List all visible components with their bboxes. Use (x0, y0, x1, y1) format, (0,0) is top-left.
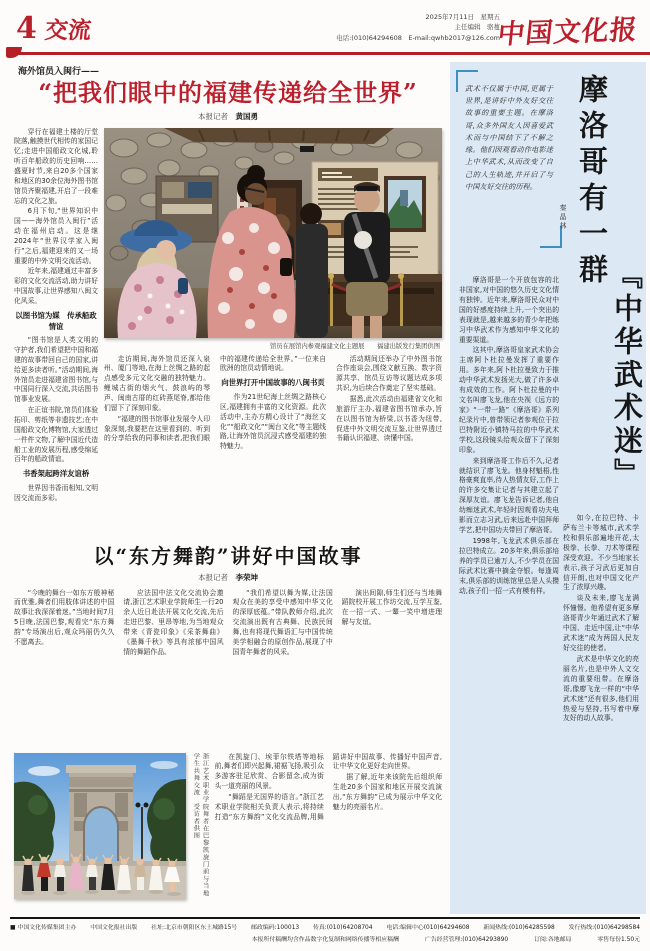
museum-photo-art (104, 128, 442, 338)
footer-item: ■ 中国文化传媒集团主办 (10, 925, 77, 931)
masthead-rule (10, 52, 650, 55)
article-fujian-left-column (14, 128, 98, 530)
paragraph: 应法国中法文化交流协会邀请,浙江艺术职业学院师生一行20余人近日赴法开展文化交流,先后走进巴黎、里昂等地,为当地观众带来《青瓷印象》《采茶舞曲》《墨舞千秋》等具有浓郁中国风情的舞蹈作品。 (123, 588, 224, 656)
paragraph: 来到摩洛哥工作后不久,记者就结识了廖飞龙。他身材魁梧,性格豪爽直率,待人热情友好,工作上的许多交集让记者与其建立起了深厚友谊。廖飞龙告诉记者,他自幼痴迷武术,年轻时因观看功夫电影而立志习武,后来远赴中国拜师学艺,把中国功夫带回了摩洛哥。 (459, 456, 559, 535)
paragraph: 6月下旬,“世界知识中国——海外馆员入闽行”活动在福州启动。这是继2024年“世界汉学家入闽行”之后,福建迎来的又一场重要的中外文明交流活动。 (14, 207, 98, 265)
paragraph: 走访期间,海外馆员还深入泉州、厦门等地,在海上丝绸之路的起点感受多元文化交融的独特魅力。鲤城古街的烟火气、鼓浪屿的琴声、闽南古厝的红砖燕尾脊,都给他们留下了深刻印象。 (104, 354, 210, 412)
article-dance (14, 540, 442, 899)
quote-bracket-tl-icon (456, 70, 478, 92)
paragraph: 1998年,飞龙武术俱乐部在拉巴特成立。20多年来,俱乐部培养的学员已逾万人,不少学员在国际武术比赛中摘金夺银。每逢周末,俱乐部的训练馆里总是人头攒动,孩子们一招一式有模有样。 (459, 536, 559, 595)
footer-item: 社址:北京市朝阳区东土城路15号 (151, 925, 238, 931)
paris-photo-caption: 浙江艺术职业学院舞者在巴黎凯旋门前与当地学生共舞交流 受访者供图 (192, 752, 209, 897)
paragraph: 如今,在拉巴特、卡萨布兰卡等城市,武术学校和俱乐部遍地开花,太极拳、长拳、刀术等课程深受欢迎。不少当地家长表示,孩子习武后更加自信开朗,也对中国文化产生了浓厚兴趣。 (563, 514, 639, 592)
page-number: 4 (16, 11, 37, 46)
left-articles (14, 62, 442, 914)
subhead-library: 以图书馆为媒 传承船政情谊 (15, 310, 97, 331)
paragraph: 世界因书香而相知,文明因交流而多彩。 (14, 483, 98, 502)
footer-item: 电话:编辑中心(010)64294608 (386, 925, 470, 931)
paragraph: “今晚的舞台一如东方般神秘而优雅,舞者们用肢体讲述的中国故事让我深深着迷。”当地时间7月5日晚,法国巴黎,观看完“东方舞韵”专场演出后,观众玛丽仍久久不愿离去。 (14, 588, 115, 646)
paris-photo-art (14, 753, 186, 899)
article-dance-byline: 本报记者 李荣坤 (198, 572, 258, 582)
article-fujian (14, 64, 442, 530)
footer-item: 本报所付稿酬均含作品数字化复制和网络传播等相应稿酬 (251, 937, 399, 943)
museum-photo (104, 128, 442, 338)
footer-item: 传真:(010)64208704 (312, 925, 373, 931)
article-dance-headline: 以“东方舞韵”讲好中国故事 (93, 543, 363, 568)
paragraph: 在正谊书院,馆员们体验拓印、剪纸等非遗技艺;在中国船政文化博物馆,大家透过一件件文物,了解中国近代造船工业的发展历程,感受绵延百年的船政情谊。 (14, 406, 98, 464)
museum-photo-caption: 馆员在展馆内参观福建文化主题展 福建出版发行集团供图 (269, 342, 440, 350)
contact-line: 电话:(010)64294608 E-mail:qwhb2017@126.com (336, 33, 500, 42)
article-dance-columns (14, 589, 442, 747)
paragraph: 据了解,近年来该院先后组织师生赴20多个国家和地区开展交流演出,“东方舞韵”已成为展示中华文化魅力的亮丽名片。 (332, 773, 442, 811)
paragraph: 演出间隙,师生们还与当地舞蹈院校开展工作坊交流,互学互鉴,在一招一式、一颦一笑中增进理解与友谊。 (341, 588, 442, 627)
panel-body-left (459, 276, 559, 904)
footer-item: 中国文化报社出版 (90, 925, 138, 931)
footer-row-1 (10, 922, 640, 931)
footer-item: 广告经营管理:(010)64293890 (424, 937, 509, 943)
masthead (0, 0, 650, 58)
paragraph: 穿行在福建土楼的厅堂院落,触摸世代相传的家国记忆;走进中国船政文化城,聆听百年船政的历史回响……盛夏时节,来自20多个国家和地区的30余位海外图书馆馆员齐聚福建,开启了一段难忘的文化之旅。 (14, 127, 98, 205)
subhead-bridge: 书香架起跨洋友谊桥 (22, 469, 90, 479)
editor-line: 主任编辑 骆蔓 (454, 23, 500, 32)
paragraph: 谈及未来,廖飞龙满怀憧憬。他希望有更多摩洛哥青少年通过武术了解中国、走近中国,让“中华武术迷”成为两国人民友好交往的使者。 (563, 594, 639, 652)
panel-title-line2: 『中华武术迷』 (610, 260, 644, 491)
paragraph: 近年来,福建通过丰富多彩的文化交流活动,助力讲好中国故事,让世界感知八闽文化风采。 (14, 267, 98, 305)
footer-item: 发行热线:(010)64298584 (568, 925, 640, 931)
paragraph: 据悉,此次活动由福建省文化和旅游厅主办,福建省图书馆承办,旨在以图书馆为桥梁,以书香为纽带,促进中外文明交流互鉴,让世界透过书籍认识福建、读懂中国。 (336, 394, 442, 443)
panel-quote-text: 武术不仅属于中国,更属于世界,是讲好中外友好交往故事的重要主题。在摩洛哥,众多外国友人因喜爱武术而与中国结下了不解之缘。他们因观看动作电影迷上中华武术,从而改变了自己的人生轨迹,并开启了与中国友好交往的历程。 (465, 84, 553, 191)
footer (10, 917, 640, 943)
footer-item: 邮政编码:100013 (251, 925, 300, 931)
wushu-panel (450, 62, 646, 914)
footer-item: 订阅:各地邮局 (534, 937, 572, 943)
panel-author: 秦晶林 (559, 204, 567, 231)
section-title: 交流 (43, 17, 93, 44)
panel-body-right (563, 514, 639, 904)
article-fujian-columns (104, 355, 442, 523)
paragraph: 摩洛哥是一个开放包容的北非国家,对中国的悠久历史文化情有独钟。近年来,摩洛哥民众对中国的好感度持续上升,一个突出的表现就是,越来越多的青少年把练习中华武术作为感知中华文化的重要渠道。 (459, 276, 559, 344)
dateline: 2025年7月11日 星期五 (425, 13, 500, 21)
paragraph: 武术是中华文化的亮丽名片,也是中外人文交流的重要纽带。在摩洛哥,像廖飞龙一样的“中华武术迷”还有很多,他们用热爱与坚持,书写着中摩友好的动人故事。 (563, 654, 639, 723)
paragraph: “我们希望以舞为媒,让法国观众在美的享受中感知中华文化的深厚底蕴。”带队教师介绍,此次交流演出既有古典舞、民族民间舞,也有将现代舞语汇与中国传统美学相融合的原创作品,展现了中国青年舞者的风采。 (232, 588, 333, 656)
paragraph: 这其中,摩洛哥皇家武术协会主席阿卜杜拉曼发挥了重要作用。多年来,阿卜杜拉曼致力于推动中华武术发扬光大,做了许多卓有成效的工作。阿卜杜拉曼的中文名叫廖飞龙,他在央视《远方的家》“一带一路”《摩洛哥》系列纪录片中,曾带领记者参观位于拉巴特附近小镇特马拉的中华武术学校,这段镜头给观众留下了深刻印象。 (459, 346, 559, 454)
paragraph: 作为21世纪海上丝绸之路核心区,福建拥有丰富的文化资源。此次活动中,主办方精心设计了“海丝文化”“船政文化”“闽台文化”等主题线路,让海外馆员沉浸式感受福建的独特魅力。 (220, 393, 326, 451)
kicker: 海外馆员入闽行—— (18, 67, 100, 77)
paragraph: 活动期间还举办了中外图书馆合作座谈会,围绕文献互换、数字资源共享、馆员互访等议题达成多项共识,为后续合作奠定了坚实基础。 (336, 354, 442, 393)
article-fujian-photo-block (104, 128, 442, 530)
paragraph: “舞蹈是无国界的语言。”浙江艺术职业学院相关负责人表示,将持续打造“东方舞韵”文化交流品牌,用舞蹈讲好中国故事、传播好中国声音,让中华文化更好走向世界。 (214, 752, 442, 821)
main-content (14, 62, 644, 914)
panel-quote-box (456, 70, 562, 248)
subhead-story-pages: 向世界打开中国故事的八闽书页 (221, 378, 325, 388)
article-fujian-byline: 本报记者 黄国勇 (198, 111, 258, 121)
article-dance-bottom-columns (215, 753, 442, 899)
footer-item: 新闻热线:(010)64285598 (483, 925, 555, 931)
masthead-info (336, 12, 500, 43)
footer-item: 零售每份1.50元 (597, 937, 640, 943)
paragraph: “福建的图书馆事业发展令人印象深刻,我要把在这里看到的、听到的分享给我的同事和读者,把我们眼中的福建传递给全世界。”一位来自欧洲的馆员动情地说。 (104, 354, 326, 443)
paragraph: “图书馆是人类文明的守护者,我们希望把中国和福建的故事带回自己的国家,讲给更多读者听。”活动期间,海外馆员走进福建省图书馆,与中国同行深入交流,共话图书馆事业发展。 (14, 336, 98, 404)
footer-row-2 (10, 934, 640, 943)
paris-photo (14, 753, 186, 899)
article-fujian-headline: “把我们眼中的福建传递给全世界” (38, 78, 418, 107)
brand-logo: 中国文化报 (496, 14, 640, 51)
paragraph: 在凯旋门、埃菲尔铁塔等地标前,舞者们即兴起舞,裙裾飞扬,吸引众多游客驻足欣赏、合影留念,成为街头一道亮丽的风景。 (214, 752, 324, 791)
panel-title-line1: 摩洛哥有一群 (575, 74, 609, 290)
